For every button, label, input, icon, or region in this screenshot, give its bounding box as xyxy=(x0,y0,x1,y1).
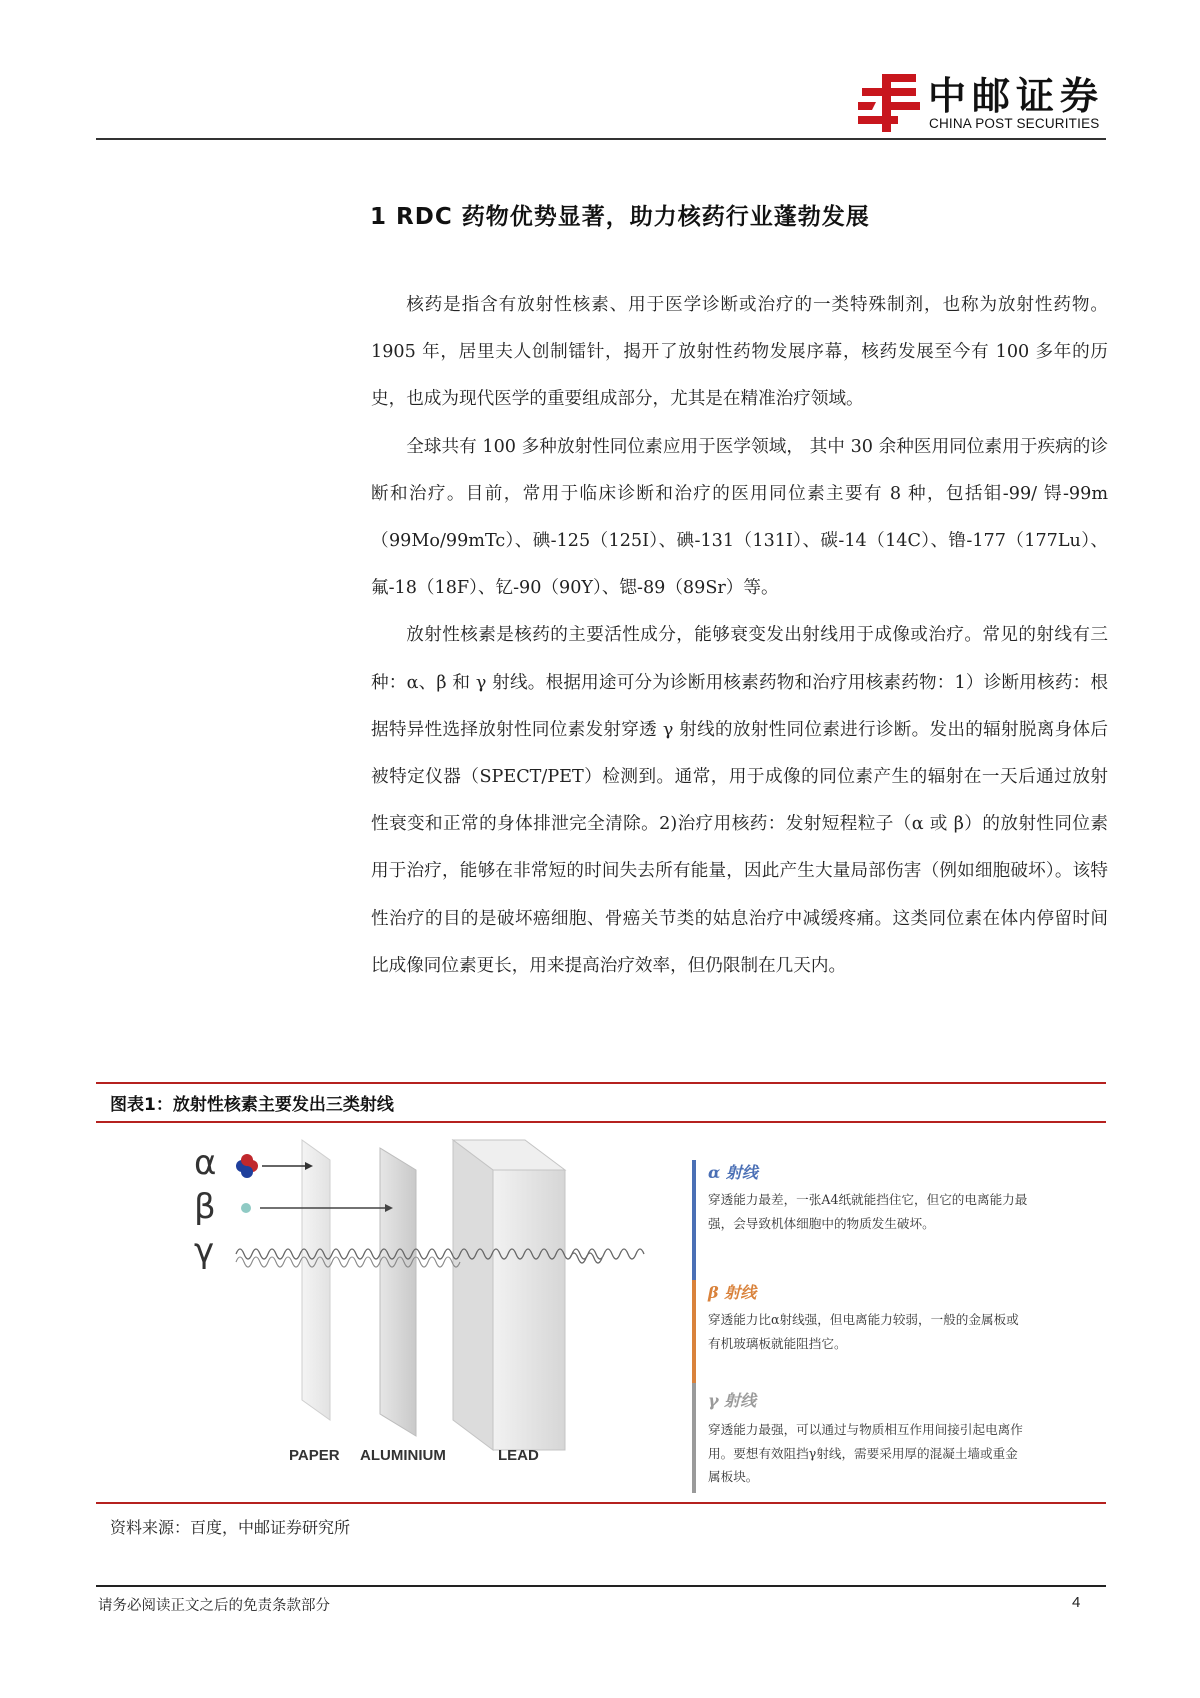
figure-bottom-rule xyxy=(96,1502,1106,1504)
paragraph: 核药是指含有放射性核素、用于医学诊断或治疗的一类特殊制剂，也称为放射性药物。1905 年，居里夫人创制镭针，揭开了放射性药物发展序幕，核药发展至今有 100 多年的历史，也成为现代医学的重要组成部分，尤其是在精准治疗领域。 xyxy=(371,295,1108,410)
paper-sheet xyxy=(302,1140,330,1420)
lead-block-front xyxy=(493,1170,565,1450)
lead-block-side xyxy=(453,1140,493,1450)
figure-source: 资料来源：百度，中邮证券研究所 xyxy=(110,1518,351,1537)
figure-title: 图表1：放射性核素主要发出三类射线 xyxy=(110,1095,394,1115)
alpha-particle xyxy=(236,1154,258,1178)
gamma-ray-wave-2 xyxy=(236,1257,460,1267)
gamma-symbol: γ xyxy=(194,1231,215,1271)
brand-name-cn: 中邮证券 xyxy=(928,74,1105,118)
alpha-legend-bar xyxy=(692,1160,696,1280)
alpha-legend-description: 穿透能力最差，一张A4纸就能挡住它，但它的电离能力最强，会导致机体细胞中的物质发生破坏。 xyxy=(708,1192,1028,1231)
gamma-legend-description: 穿透能力最强，可以通过与物质相互作用间接引起电离作用。要想有效阻挡γ射线，需要采用厚的混凝土墙或重金属板块。 xyxy=(708,1422,1023,1484)
paragraph: 放射性核素是核药的主要活性成分，能够衰变发出射线用于成像或治疗。常见的射线有三种：α、β 和 γ 射线。根据用途可分为诊断用核素药物和治疗用核素药物：1）诊断用核药：根据特异性选择放射性同位素发射穿透 γ 射线的放射性同位素进行诊断。发出的辐射脱离身体后被特定仪器（SPECT/PET）检测到。通常，用于成像的同位素产生的辐射在一天后通过放射性衰变和正常的身体排泄完全清除。2)治疗用核药：发射短程粒子（α 或 β）的放射性同位素用于治疗，能够在非常短的时间失去所有能量，因此产生大量局部伤害（例如细胞破坏）。该特性治疗的目的是破坏癌细胞、骨癌关节类的姑息治疗中减缓疼痛。这类同位素在体内停留时间比成像同位素更长，用来提高治疗效率，但仍限制在几天内。 xyxy=(371,625,1108,976)
gamma-ray-tail xyxy=(570,1253,602,1263)
aluminium-label: ALUMINIUM xyxy=(360,1447,446,1464)
lead-label: LEAD xyxy=(498,1447,539,1464)
beta-legend-bar xyxy=(692,1280,696,1383)
brand-name-en: CHINA POST SECURITIES xyxy=(929,116,1100,131)
beta-legend-description: 穿透能力比α射线强，但电离能力较弱，一般的金属板或有机玻璃板就能阻挡它。 xyxy=(708,1312,1019,1351)
radiation-penetration-diagram xyxy=(180,1130,680,1490)
footer-disclaimer: 请务必阅读正文之后的免责条款部分 xyxy=(98,1598,330,1614)
gamma-ray-wave xyxy=(236,1249,644,1259)
section-title: 1 RDC 药物优势显著，助力核药行业蓬勃发展 xyxy=(370,204,870,230)
aluminium-sheet xyxy=(380,1148,416,1436)
footer-divider xyxy=(96,1585,1106,1587)
alpha-symbol: α xyxy=(194,1143,217,1183)
gamma-legend-bar xyxy=(692,1383,696,1493)
beta-legend-heading: β 射线 xyxy=(708,1283,757,1302)
beta-symbol: β xyxy=(194,1187,216,1227)
china-post-logo-icon xyxy=(858,72,920,134)
figure-top-rule xyxy=(96,1082,1106,1084)
beta-particle xyxy=(241,1203,251,1213)
figure-title-rule xyxy=(96,1121,1106,1123)
body-text xyxy=(371,282,1108,990)
gamma-legend-heading: γ 射线 xyxy=(708,1391,757,1410)
page-number: 4 xyxy=(1072,1594,1081,1611)
paragraph: 全球共有 100 多种放射性同位素应用于医学领域， 其中 30 余种医用同位素用于疾病的诊断和治疗。目前，常用于临床诊断和治疗的医用同位素主要有 8 种，包括钼-99/ 锝-99m（99Mo/99mTc）、碘-125（125I）、碘-131（131I）、碳-14（14C）、镥-177（177Lu）、氟-18（18F）、钇-90（90Y）、锶-89（89Sr）等。 xyxy=(371,436,1108,599)
paper-label: PAPER xyxy=(289,1447,340,1464)
alpha-legend-heading: α 射线 xyxy=(708,1163,758,1182)
header-divider xyxy=(96,138,1106,140)
